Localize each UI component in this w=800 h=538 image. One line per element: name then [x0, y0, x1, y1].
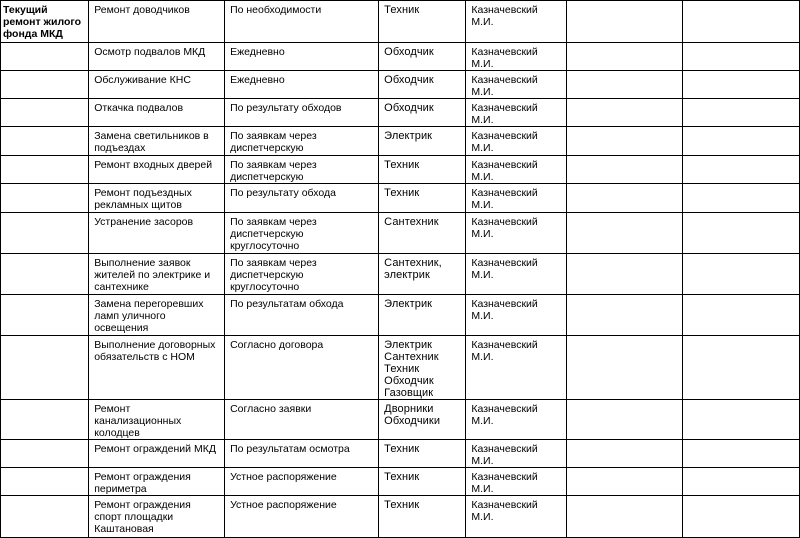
responsible-cell: Казначевский М.И.	[466, 254, 566, 295]
role-label: Газовщик	[384, 387, 434, 399]
table-row	[1, 468, 800, 496]
category-cell: Текущий ремонт жилого фонда МКД	[1, 1, 89, 43]
empty-cell	[683, 440, 800, 468]
table-row	[1, 127, 800, 156]
role-label: Сантехник	[384, 216, 439, 228]
schedule-cell: По результату обхода	[225, 184, 379, 213]
empty-cell	[566, 1, 683, 43]
responsible-cell: Казначевский М.И.	[466, 440, 566, 468]
role-cell	[379, 440, 466, 468]
role-label: Электрик	[384, 130, 433, 142]
empty-cell	[1, 184, 89, 213]
empty-cell	[1, 295, 89, 336]
responsible-cell: Казначевский М.И.	[466, 127, 566, 156]
empty-cell	[683, 99, 800, 127]
work-cell: Откачка подвалов	[89, 99, 225, 127]
schedule-cell: По заявкам через диспетчерскую	[225, 127, 379, 156]
empty-cell	[566, 99, 683, 127]
table-row	[1, 400, 800, 440]
schedule-cell: Согласно договора	[225, 336, 379, 400]
role-label: Техник	[384, 499, 420, 511]
empty-cell	[1, 336, 89, 400]
empty-cell	[1, 400, 89, 440]
empty-cell	[683, 254, 800, 295]
role-label: Обходчик	[384, 102, 434, 114]
role-cell	[379, 400, 466, 440]
work-cell: Ремонт канализационных колодцев	[89, 400, 225, 440]
empty-cell	[566, 295, 683, 336]
role-label: Техник	[384, 363, 420, 375]
schedule-cell: По результату обходов	[225, 99, 379, 127]
role-cell	[379, 254, 466, 295]
empty-cell	[566, 440, 683, 468]
role-label: Техник	[384, 443, 420, 455]
role-cell	[379, 71, 466, 99]
responsible-cell: Казначевский М.И.	[466, 213, 566, 254]
empty-cell	[683, 468, 800, 496]
schedule-cell: Устное распоряжение	[225, 468, 379, 496]
empty-cell	[683, 184, 800, 213]
responsible-cell: Казначевский М.И.	[466, 400, 566, 440]
table-row	[1, 184, 800, 213]
work-cell: Замена светильников в подъездах	[89, 127, 225, 156]
responsible-cell: Казначевский М.И.	[466, 1, 566, 43]
empty-cell	[566, 336, 683, 400]
empty-cell	[683, 1, 800, 43]
work-cell: Выполнение договорных обязательств с НОМ	[89, 336, 225, 400]
role-label: Обходчик	[384, 74, 434, 86]
empty-cell	[683, 295, 800, 336]
work-cell: Ремонт входных дверей	[89, 156, 225, 184]
work-cell: Осмотр подвалов МКД	[89, 43, 225, 71]
schedule-cell: По необходимости	[225, 1, 379, 43]
table-row	[1, 43, 800, 71]
work-cell: Устранение засоров	[89, 213, 225, 254]
work-cell: Выполнение заявок жителей по электрике и сантехнике	[89, 254, 225, 295]
role-label: Обходчики	[384, 415, 441, 427]
work-cell: Ремонт ограждения периметра	[89, 468, 225, 496]
work-cell: Ремонт ограждений МКД	[89, 440, 225, 468]
role-label: Техник	[384, 4, 420, 16]
schedule-cell: Согласно заявки	[225, 400, 379, 440]
table-row	[1, 254, 800, 295]
responsible-cell: Казначевский М.И.	[466, 336, 566, 400]
responsible-cell: Казначевский М.И.	[466, 71, 566, 99]
table-row	[1, 496, 800, 538]
empty-cell	[683, 127, 800, 156]
empty-cell	[1, 440, 89, 468]
role-cell	[379, 127, 466, 156]
role-cell	[379, 213, 466, 254]
work-cell: Обслуживание КНС	[89, 71, 225, 99]
table-row	[1, 156, 800, 184]
table-row	[1, 336, 800, 400]
empty-cell	[566, 127, 683, 156]
role-label: Электрик	[384, 339, 433, 351]
role-label: Сантехник	[384, 351, 439, 363]
empty-cell	[566, 43, 683, 71]
work-cell: Ремонт ограждения спорт площадки Каштановая	[89, 496, 225, 538]
empty-cell	[683, 156, 800, 184]
empty-cell	[1, 127, 89, 156]
work-cell: Ремонт доводчиков	[89, 1, 225, 43]
responsible-cell: Казначевский М.И.	[466, 468, 566, 496]
responsible-cell: Казначевский М.И.	[466, 184, 566, 213]
schedule-cell: Устное распоряжение	[225, 496, 379, 538]
table-row	[1, 295, 800, 336]
empty-cell	[683, 43, 800, 71]
empty-cell	[1, 99, 89, 127]
empty-cell	[683, 336, 800, 400]
empty-cell	[683, 213, 800, 254]
schedule-cell: По заявкам через диспетчерскую	[225, 156, 379, 184]
empty-cell	[566, 156, 683, 184]
responsible-cell: Казначевский М.И.	[466, 99, 566, 127]
empty-cell	[1, 496, 89, 538]
empty-cell	[566, 468, 683, 496]
empty-cell	[566, 254, 683, 295]
role-label: Техник	[384, 159, 420, 171]
empty-cell	[1, 156, 89, 184]
empty-cell	[566, 496, 683, 538]
empty-cell	[1, 71, 89, 99]
work-cell: Ремонт подъездных рекламных щитов	[89, 184, 225, 213]
responsible-cell: Казначевский М.И.	[466, 156, 566, 184]
role-cell	[379, 1, 466, 43]
role-label: электрик	[384, 269, 430, 281]
empty-cell	[1, 43, 89, 71]
role-cell	[379, 184, 466, 213]
empty-cell	[683, 71, 800, 99]
empty-cell	[1, 213, 89, 254]
role-cell	[379, 156, 466, 184]
schedule-cell: Ежедневно	[225, 71, 379, 99]
role-label: Сантехник,	[384, 257, 442, 269]
role-cell	[379, 295, 466, 336]
work-cell: Замена перегоревших ламп уличного освещения	[89, 295, 225, 336]
schedule-cell: По заявкам через диспетчерскую круглосуточно	[225, 254, 379, 295]
responsible-cell: Казначевский М.И.	[466, 43, 566, 71]
empty-cell	[683, 496, 800, 538]
role-cell	[379, 43, 466, 71]
empty-cell	[566, 71, 683, 99]
role-cell	[379, 99, 466, 127]
role-label: Обходчик	[384, 375, 434, 387]
role-label: Техник	[384, 187, 420, 199]
empty-cell	[683, 400, 800, 440]
table-row	[1, 71, 800, 99]
role-cell	[379, 336, 466, 400]
table-row	[1, 1, 800, 43]
table-row	[1, 213, 800, 254]
role-label: Обходчик	[384, 46, 434, 58]
table-row	[1, 99, 800, 127]
schedule-cell: По заявкам через диспетчерскую круглосуточно	[225, 213, 379, 254]
empty-cell	[1, 254, 89, 295]
empty-cell	[1, 468, 89, 496]
role-cell	[379, 496, 466, 538]
responsible-cell: Казначевский М.И.	[466, 496, 566, 538]
empty-cell	[566, 184, 683, 213]
schedule-cell: Ежедневно	[225, 43, 379, 71]
empty-cell	[566, 213, 683, 254]
schedule-cell: По результатам осмотра	[225, 440, 379, 468]
role-label: Техник	[384, 471, 420, 483]
empty-cell	[566, 400, 683, 440]
role-cell	[379, 468, 466, 496]
schedule-cell: По результатам обхода	[225, 295, 379, 336]
responsible-cell: Казначевский М.И.	[466, 295, 566, 336]
role-label: Дворники	[384, 403, 434, 415]
table-row	[1, 440, 800, 468]
role-label: Электрик	[384, 298, 433, 310]
